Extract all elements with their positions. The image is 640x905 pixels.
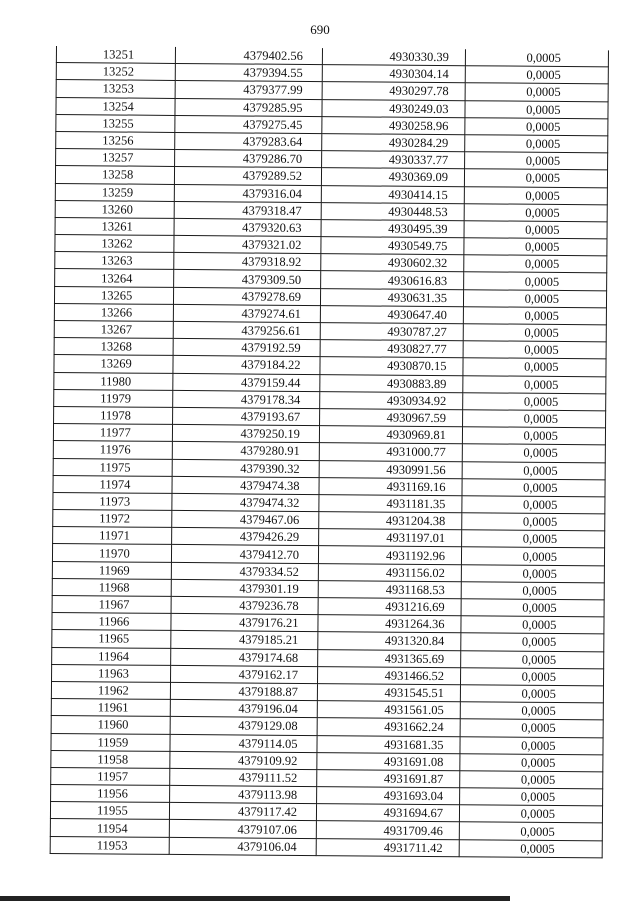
y-coordinate-cell: 4931709.46 [316, 821, 459, 839]
x-coordinate-cell: 4379274.61 [173, 304, 320, 322]
point-number-cell: 11979 [54, 389, 173, 407]
point-number-cell: 11960 [51, 716, 170, 734]
y-coordinate-cell: 4931000.77 [319, 443, 462, 461]
y-coordinate-cell: 4930883.89 [320, 374, 463, 392]
point-number-cell: 13264 [55, 269, 174, 287]
y-coordinate-cell: 4930602.32 [321, 254, 464, 272]
point-number-cell: 11957 [51, 767, 170, 785]
y-coordinate-cell: 4930249.03 [322, 99, 465, 117]
value-cell: 0,0005 [464, 221, 607, 239]
value-cell: 0,0005 [461, 582, 604, 600]
point-number-cell: 11959 [51, 733, 170, 751]
x-coordinate-cell: 4379474.32 [172, 493, 319, 511]
x-coordinate-cell: 4379283.64 [175, 132, 322, 150]
value-cell: 0,0005 [463, 289, 606, 307]
point-number-cell: 13251 [56, 46, 175, 64]
point-number-cell: 13255 [56, 114, 175, 132]
value-cell: 0,0005 [464, 186, 607, 204]
y-coordinate-cell: 4931169.16 [319, 477, 462, 495]
x-coordinate-cell: 4379321.02 [174, 235, 321, 253]
y-coordinate-cell: 4930448.53 [321, 202, 464, 220]
x-coordinate-cell: 4379196.04 [170, 700, 317, 718]
y-coordinate-cell: 4930495.39 [321, 219, 464, 237]
point-number-cell: 11967 [52, 595, 171, 613]
x-coordinate-cell: 4379377.99 [175, 81, 322, 99]
x-coordinate-cell: 4379113.98 [170, 785, 317, 803]
coordinates-table-body [50, 46, 608, 858]
x-coordinate-cell: 4379286.70 [175, 150, 322, 168]
point-number-cell: 13266 [54, 303, 173, 321]
point-number-cell: 13262 [55, 235, 174, 253]
coordinates-table-wrapper [50, 46, 608, 858]
scan-edge-bar [0, 896, 510, 901]
y-coordinate-cell: 4931691.87 [317, 769, 460, 787]
page-number: 690 [310, 22, 330, 37]
point-number-cell: 11970 [52, 544, 171, 562]
point-number-cell: 11962 [51, 681, 170, 699]
x-coordinate-cell: 4379174.68 [171, 648, 318, 666]
point-number-cell: 11953 [50, 836, 169, 854]
value-cell: 0,0005 [463, 375, 606, 393]
x-coordinate-cell: 4379426.29 [172, 528, 319, 546]
y-coordinate-cell: 4931216.69 [318, 598, 461, 616]
y-coordinate-cell: 4930967.59 [320, 409, 463, 427]
y-coordinate-cell: 4930969.81 [319, 426, 462, 444]
point-number-cell: 11974 [53, 475, 172, 493]
y-coordinate-cell: 4931681.35 [317, 735, 460, 753]
x-coordinate-cell: 4379106.04 [169, 837, 316, 855]
point-number-cell: 11964 [52, 647, 171, 665]
y-coordinate-cell: 4931693.04 [317, 787, 460, 805]
point-number-cell: 11977 [53, 424, 172, 442]
coordinates-table [50, 46, 609, 858]
y-coordinate-cell: 4930337.77 [322, 151, 465, 169]
value-cell: 0,0005 [461, 547, 604, 565]
value-cell: 0,0005 [462, 530, 605, 548]
value-cell: 0,0005 [463, 358, 606, 376]
x-coordinate-cell: 4379159.44 [173, 373, 320, 391]
point-number-cell: 11965 [52, 630, 171, 648]
x-coordinate-cell: 4379412.70 [171, 545, 318, 563]
value-cell: 0,0005 [460, 771, 603, 789]
y-coordinate-cell: 4930616.83 [321, 271, 464, 289]
x-coordinate-cell: 4379285.95 [175, 98, 322, 116]
x-coordinate-cell: 4379114.05 [170, 734, 317, 752]
point-number-cell: 11971 [53, 527, 172, 545]
x-coordinate-cell: 4379318.92 [174, 253, 321, 271]
y-coordinate-cell: 4930369.09 [321, 168, 464, 186]
y-coordinate-cell: 4931181.35 [319, 494, 462, 512]
x-coordinate-cell: 4379107.06 [169, 820, 316, 838]
x-coordinate-cell: 4379316.04 [174, 184, 321, 202]
x-coordinate-cell: 4379236.78 [171, 596, 318, 614]
point-number-cell: 11963 [52, 664, 171, 682]
value-cell: 0,0005 [465, 152, 608, 170]
point-number-cell: 11966 [52, 613, 171, 631]
x-coordinate-cell: 4379192.59 [173, 339, 320, 357]
x-coordinate-cell: 4379109.92 [170, 751, 317, 769]
y-coordinate-cell: 4931711.42 [316, 838, 459, 856]
value-cell: 0,0005 [465, 66, 608, 84]
x-coordinate-cell: 4379117.42 [169, 803, 316, 821]
value-cell: 0,0005 [461, 633, 604, 651]
y-coordinate-cell: 4931197.01 [319, 529, 462, 547]
value-cell: 0,0005 [460, 719, 603, 737]
y-coordinate-cell: 4931192.96 [318, 546, 461, 564]
x-coordinate-cell: 4379320.63 [174, 218, 321, 236]
point-number-cell: 13261 [55, 217, 174, 235]
y-coordinate-cell: 4931694.67 [316, 804, 459, 822]
y-coordinate-cell: 4930991.56 [319, 460, 462, 478]
y-coordinate-cell: 4930934.92 [320, 391, 463, 409]
value-cell: 0,0005 [459, 822, 602, 840]
value-cell: 0,0005 [463, 307, 606, 325]
x-coordinate-cell: 4379289.52 [174, 167, 321, 185]
y-coordinate-cell: 4931466.52 [318, 666, 461, 684]
point-number-cell: 11969 [52, 561, 171, 579]
x-coordinate-cell: 4379250.19 [172, 425, 319, 443]
x-coordinate-cell: 4379185.21 [171, 631, 318, 649]
value-cell: 0,0005 [462, 444, 605, 462]
point-number-cell: 13268 [54, 338, 173, 356]
y-coordinate-cell: 4930414.15 [321, 185, 464, 203]
point-number-cell: 11954 [50, 819, 169, 837]
y-coordinate-cell: 4931561.05 [317, 701, 460, 719]
point-number-cell: 13258 [55, 166, 174, 184]
x-coordinate-cell: 4379280.91 [172, 442, 319, 460]
value-cell: 0,0005 [465, 135, 608, 153]
x-coordinate-cell: 4379176.21 [171, 614, 318, 632]
value-cell: 0,0005 [465, 49, 608, 67]
value-cell: 0,0005 [460, 736, 603, 754]
x-coordinate-cell: 4379301.19 [171, 579, 318, 597]
x-coordinate-cell: 4379256.61 [173, 321, 320, 339]
value-cell: 0,0005 [463, 392, 606, 410]
value-cell: 0,0005 [461, 564, 604, 582]
y-coordinate-cell: 4931168.53 [318, 580, 461, 598]
x-coordinate-cell: 4379275.45 [175, 115, 322, 133]
value-cell: 0,0005 [459, 805, 602, 823]
point-number-cell: 11978 [54, 406, 173, 424]
y-coordinate-cell: 4930284.29 [322, 134, 465, 152]
value-cell: 0,0005 [460, 702, 603, 720]
table-row [50, 836, 602, 858]
point-number-cell: 13253 [56, 80, 175, 98]
y-coordinate-cell: 4931320.84 [318, 632, 461, 650]
y-coordinate-cell: 4930297.78 [322, 82, 465, 100]
value-cell: 0,0005 [461, 599, 604, 617]
x-coordinate-cell: 4379162.17 [171, 665, 318, 683]
value-cell: 0,0005 [460, 788, 603, 806]
value-cell: 0,0005 [462, 513, 605, 531]
y-coordinate-cell: 4931204.38 [319, 512, 462, 530]
y-coordinate-cell: 4930787.27 [320, 323, 463, 341]
y-coordinate-cell: 4930330.39 [322, 48, 465, 66]
value-cell: 0,0005 [460, 685, 603, 703]
x-coordinate-cell: 4379474.38 [172, 476, 319, 494]
value-cell: 0,0005 [464, 169, 607, 187]
value-cell: 0,0005 [464, 272, 607, 290]
value-cell: 0,0005 [462, 427, 605, 445]
x-coordinate-cell: 4379467.06 [172, 510, 319, 528]
x-coordinate-cell: 4379188.87 [170, 682, 317, 700]
value-cell: 0,0005 [463, 324, 606, 342]
point-number-cell: 11955 [50, 802, 169, 820]
point-number-cell: 11961 [51, 699, 170, 717]
value-cell: 0,0005 [462, 496, 605, 514]
y-coordinate-cell: 4930827.77 [320, 340, 463, 358]
value-cell: 0,0005 [465, 100, 608, 118]
value-cell: 0,0005 [465, 117, 608, 135]
point-number-cell: 13254 [56, 97, 175, 115]
value-cell: 0,0005 [465, 83, 608, 101]
y-coordinate-cell: 4931365.69 [318, 649, 461, 667]
value-cell: 0,0005 [462, 478, 605, 496]
x-coordinate-cell: 4379390.32 [172, 459, 319, 477]
y-coordinate-cell: 4931691.08 [317, 752, 460, 770]
value-cell: 0,0005 [464, 203, 607, 221]
y-coordinate-cell: 4930647.40 [320, 305, 463, 323]
point-number-cell: 11980 [54, 372, 173, 390]
point-number-cell: 11956 [51, 785, 170, 803]
value-cell: 0,0005 [464, 238, 607, 256]
value-cell: 0,0005 [461, 616, 604, 634]
x-coordinate-cell: 4379318.47 [174, 201, 321, 219]
x-coordinate-cell: 4379278.69 [173, 287, 320, 305]
point-number-cell: 13252 [56, 63, 175, 81]
y-coordinate-cell: 4930870.15 [320, 357, 463, 375]
y-coordinate-cell: 4930631.35 [320, 288, 463, 306]
point-number-cell: 13257 [56, 149, 175, 167]
value-cell: 0,0005 [462, 461, 605, 479]
x-coordinate-cell: 4379193.67 [173, 407, 320, 425]
x-coordinate-cell: 4379111.52 [170, 768, 317, 786]
x-coordinate-cell: 4379309.50 [174, 270, 321, 288]
x-coordinate-cell: 4379184.22 [173, 356, 320, 374]
point-number-cell: 11975 [53, 458, 172, 476]
point-number-cell: 11958 [51, 750, 170, 768]
x-coordinate-cell: 4379402.56 [175, 47, 322, 65]
value-cell: 0,0005 [463, 341, 606, 359]
point-number-cell: 13265 [54, 286, 173, 304]
y-coordinate-cell: 4931662.24 [317, 718, 460, 736]
value-cell: 0,0005 [461, 650, 604, 668]
point-number-cell: 11973 [53, 492, 172, 510]
value-cell: 0,0005 [463, 410, 606, 428]
value-cell: 0,0005 [460, 753, 603, 771]
point-number-cell: 11972 [53, 510, 172, 528]
y-coordinate-cell: 4930304.14 [322, 65, 465, 83]
point-number-cell: 13260 [55, 200, 174, 218]
x-coordinate-cell: 4379394.55 [175, 64, 322, 82]
point-number-cell: 13263 [55, 252, 174, 270]
y-coordinate-cell: 4930258.96 [322, 116, 465, 134]
y-coordinate-cell: 4931264.36 [318, 615, 461, 633]
value-cell: 0,0005 [460, 667, 603, 685]
point-number-cell: 11976 [53, 441, 172, 459]
value-cell: 0,0005 [459, 839, 602, 857]
y-coordinate-cell: 4931545.51 [317, 684, 460, 702]
point-number-cell: 11968 [52, 578, 171, 596]
y-coordinate-cell: 4931156.02 [318, 563, 461, 581]
value-cell: 0,0005 [464, 255, 607, 273]
point-number-cell: 13256 [56, 131, 175, 149]
y-coordinate-cell: 4930549.75 [321, 237, 464, 255]
x-coordinate-cell: 4379129.08 [170, 717, 317, 735]
point-number-cell: 13259 [55, 183, 174, 201]
x-coordinate-cell: 4379334.52 [171, 562, 318, 580]
point-number-cell: 13267 [54, 320, 173, 338]
x-coordinate-cell: 4379178.34 [173, 390, 320, 408]
point-number-cell: 13269 [54, 355, 173, 373]
